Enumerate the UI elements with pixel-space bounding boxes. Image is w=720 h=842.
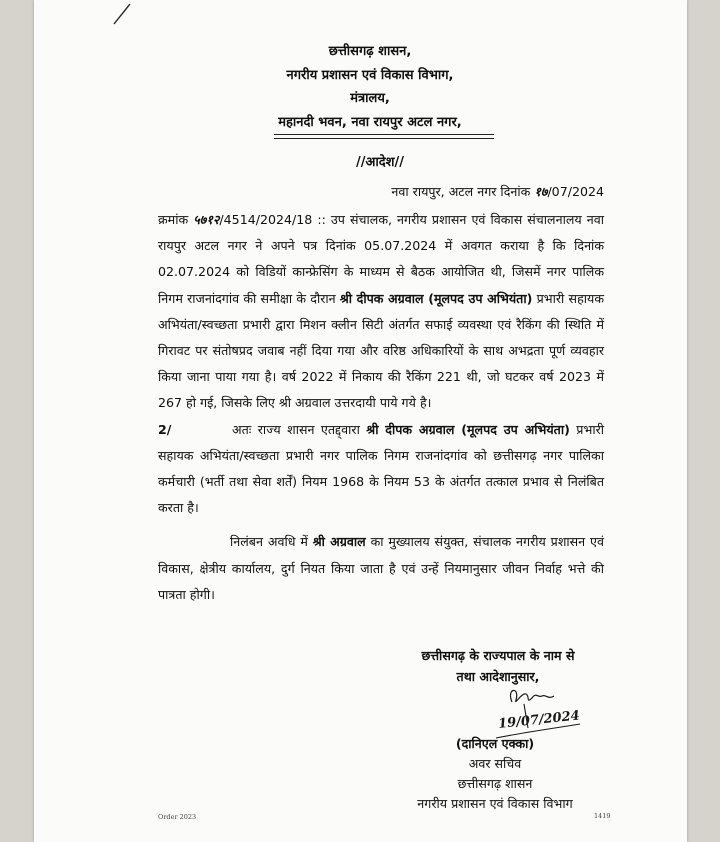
kramank-text: /4514/2024/18 :: उप संचालक, नगरीय प्रशासन एवं विकास संचालनालय नवा रायपुर अटल नगर ने अपने पत्र दिनांक 05.07.2024 में अवगत कराया है कि दिनांक 02.07.2024 को विडियों कान्फ्रेसिंग के माध्यम से बैठक आयोजित थी, जिसमें नगर पालिक निगम राजनांदगांव की समीक्षा के दौरान [158, 212, 604, 306]
signing-officer [417, 734, 573, 814]
officer-designation: अवर सचिव [468, 756, 522, 771]
paragraph-2-rest: प्रभारी सहायक अभियंता/स्वच्छता प्रभारी नगर पालिक निगम राजनांदगांव को छत्तीसगढ़ नगर पालिका कर्मचारी (भर्ती तथा सेवा शर्तें) नियम 1968 के नियम 53 के अंतर्गत तत्काल प्रभाव से निलंबित करता है। [158, 421, 604, 516]
officer-department: नगरीय प्रशासन एवं विकास विभाग [417, 796, 573, 811]
order-title: //आदेश// [355, 155, 405, 170]
signature-date: 19/07/2024 [497, 708, 581, 732]
paragraph-1-rest: प्रभारी सहायक अभियंता/स्वच्छता प्रभारी द्वारा मिशन क्लीन सिटी अंतर्गत सफाई व्यवस्था एवं रैकिंग की स्थिति में गिरावट पर संतोषप्रद जवाब नहीं दिया गया और वरिष्ठ अधिकारियों के साथ अभद्रता पूर्ण व्यवहार किया जाना पाया गया है। वर्ष 2022 में निकाय की रैकिंग 221 थी, जो घटकर वर्ष 2023 में 267 हो गई, जिसके लिए श्री अग्रवाल उत्तरदायी पाये गये है। [158, 290, 604, 411]
letterhead-address: महानदी भवन, नवा रायपुर अटल नगर, [278, 114, 462, 130]
dateline-place: नवा रायपुर, अटल नगर दिनांक [391, 184, 531, 199]
accused-name: श्री दीपक अग्रवाल (मूलपद उप अभियंता) [339, 290, 533, 306]
letterhead-government: छत्तीसगढ़ शासन, [328, 44, 412, 59]
order-body [158, 207, 604, 608]
order-dateline [391, 183, 604, 200]
handwritten-signature [476, 684, 586, 740]
kramank-handwritten: ५७१२ [193, 212, 220, 227]
letterhead-department: नगरीय प्रशासन एवं विकास विभाग, [286, 67, 454, 83]
officer-government: छत्तीसगढ़ शासन [457, 776, 533, 791]
paragraph-2-number: 2/ [158, 421, 172, 437]
authority-block [398, 645, 598, 687]
document-page [34, 0, 687, 842]
paragraph-1 [158, 207, 604, 417]
dateline-day-handwritten: १७ [534, 184, 548, 199]
authority-line-1: छत्तीसगढ़ के राज्यपाल के नाम से [421, 648, 575, 663]
paragraph-3 [158, 529, 604, 608]
letterhead [240, 40, 500, 134]
paragraph-3-intro: निलंबन अवधि में [230, 534, 308, 550]
paragraph-3-rest: का मुख्यालय संयुक्त, संचालक नगरीय प्रशासन एवं विकास, क्षेत्रीय कार्यालय, दुर्ग नियत किया जाता है एवं उन्हें नियमानुसार जीवन निर्वाह भत्ते की पात्रता होगी। [158, 534, 605, 602]
footer-code: 1419 [594, 812, 611, 820]
kramank-label: क्रमांक [158, 212, 189, 227]
officer-name: (दानिएल एक्का) [455, 736, 535, 751]
letterhead-rule-bottom [274, 138, 494, 139]
paragraph-2 [158, 417, 604, 522]
letterhead-rule-top [274, 134, 494, 135]
authority-line-2: तथा आदेशानुसार, [456, 669, 540, 684]
paragraph-2-intro: अतः राज्य शासन एतद्द्वारा [232, 421, 360, 437]
paragraph-2-name: श्री दीपक अग्रवाल (मूलपद उप अभियंता) [366, 421, 570, 437]
paragraph-3-name: श्री अग्रवाल [312, 534, 366, 550]
pen-stroke-mark [110, 2, 134, 26]
footer-reference: Order 2023 [158, 813, 197, 821]
letterhead-ministry: मंत्रालय, [350, 91, 390, 106]
dateline-month-year: /07/2024 [547, 184, 604, 199]
